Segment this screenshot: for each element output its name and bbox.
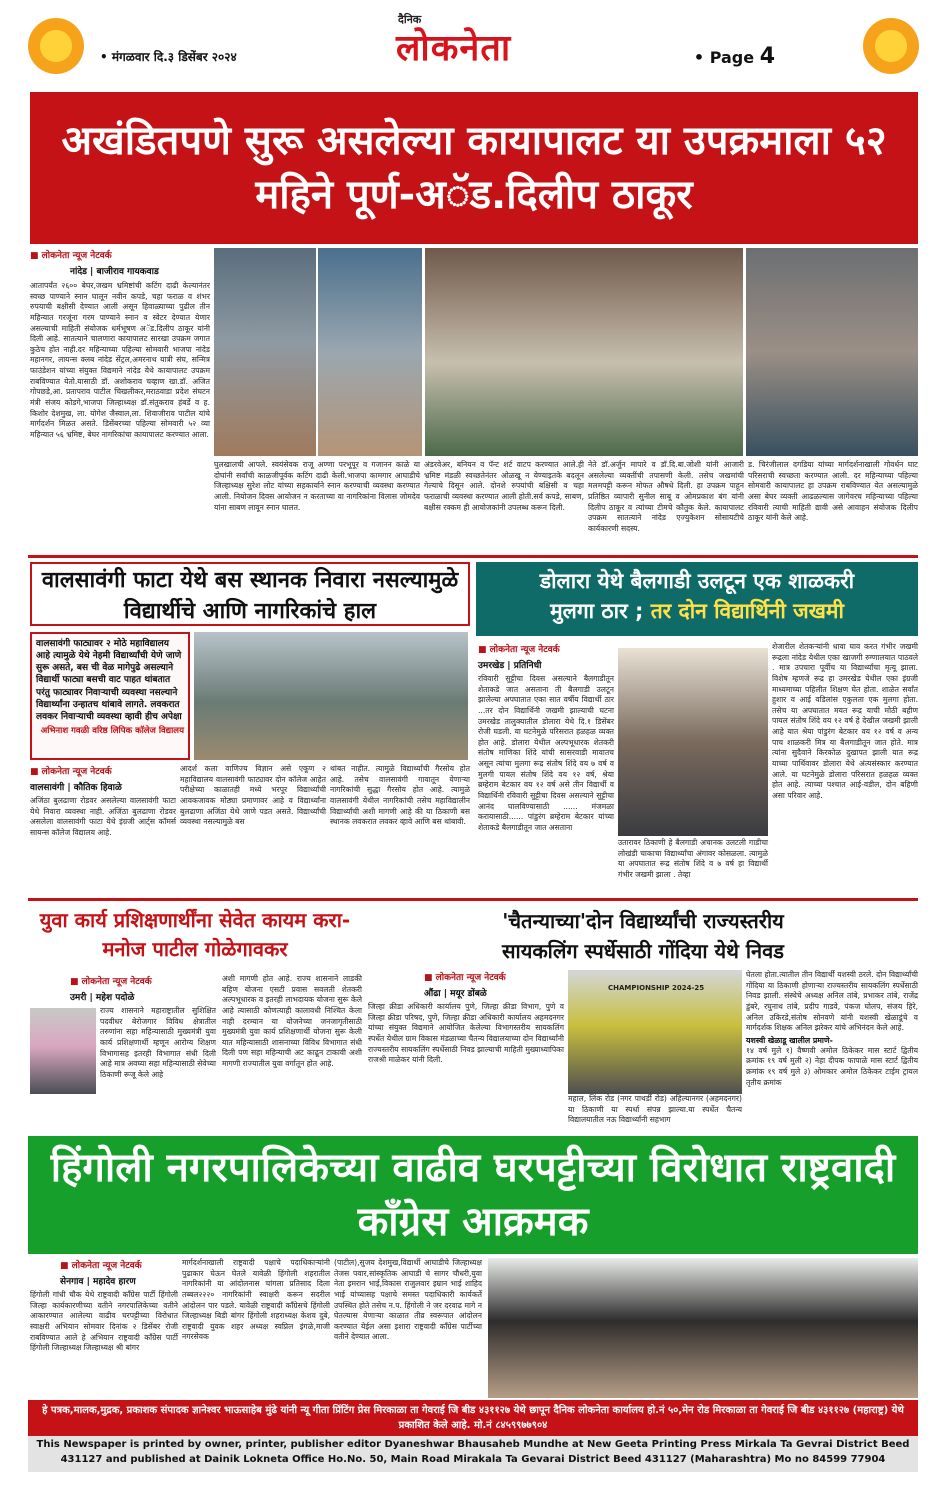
story5-text-3: घेतला होता.त्यातील तीन विद्यार्थी यशस्वी ठरले. दोन विद्यार्थ्यांची गोंदिया या ठिकाणी होणाऱ्या राज्यस्तरीय सायकलिंग स्पर्धेसाठी निवड झाली. संस्थेचे अध्यक्ष अनिल तांबे, प्रभाकर तांबे, राजेंद्र डुंबरे, रघुनाथ तांबे, प्रदीप गाडवे, पंकज घोलप, संजय हिरे, अनिल उकिरडे,संतोष सोनवणे यांनी यशस्वी खेळाडूंचे व मार्गदर्शक शिक्षक अनिल झरेकर यांचे अभिनंदन केले आहे.: [746, 970, 918, 1033]
story5-text-1: जिल्हा क्रीडा अधिकारी कार्यालय पुणे, जिल्हा क्रीडा विभाग, पुणे व जिल्हा क्रीडा परिषद, पुणे, जिल्हा क्रीडा अधिकारी कार्यालय अहमदनगर यांच्या संयुक्त विद्यमाने आयोजित केलेल्या विभागस्तरीय सायकलिंग स्पर्धेत येथील ग्राम विकास मंडळाच्या चैतन्य विद्यालयाच्या दोन विद्यार्थ्यांनी राज्यस्तरीय सायकलिंग स्पर्धेसाठी निवड झाल्याची माहिती मुख्याध्यापिका राजश्री माळेकर यांनी दिली.: [368, 1002, 564, 1065]
story3-headline-a: डोलारा येथे बैलगाडी उलटून एक शाळकरी: [539, 569, 855, 593]
story2-quote-box: [30, 632, 190, 760]
story3-headline-b: मुलगा ठार ;: [550, 599, 644, 624]
brand-prefix: दैनिक: [398, 13, 422, 26]
story2-photo-bus-stop: [194, 632, 468, 760]
story4-column-1: [30, 974, 216, 1096]
story3-column-2: [618, 838, 768, 881]
story2-reporter: वालसावंगी | कौतिक हिवाळे: [30, 783, 122, 793]
story6-byline: ■ लोकनेता न्यूज नेटवर्क: [60, 1261, 142, 1271]
sun-icon: [863, 18, 919, 74]
story2-text-1: अजिंठा बुलढाणा रोडवर असलेल्या वालसावंगी फाटा येथे निवारा व्यवस्था नाही. अजिंठा बुलढाणा रोडवर असलेला वालसावंगी फाटा येथे इंग्रजी आर्ट्स कॉमर्स सायन्स कॉलेज विद्यालय आहे.: [30, 796, 176, 837]
story1-photo-man-1: [214, 248, 316, 456]
story5-headline-a: 'चैतन्याच्या'दोन विद्यार्थ्यांची राज्यस्तरीय: [502, 909, 784, 933]
story5-caption: [568, 1094, 742, 1126]
story4-headline: युवा कार्य प्रशिक्षणार्थींना सेवेत कायम करा-मनोज पाटील गोळेगावकर: [39, 908, 351, 961]
story1-photo-man-2: [318, 248, 422, 456]
story1-photo-haircut: [425, 248, 743, 456]
story5-byline: ■ लोकनेता न्यूज नेटवर्क: [424, 973, 506, 983]
newspaper-logo: लोकनेता: [396, 28, 512, 69]
story2-column-1: [30, 764, 176, 839]
story2-column-2: [180, 764, 326, 828]
story1-text-4: नेते डॉ.अर्जुन मापारे व डॉ.दि.बा.जोशी यांनी आजारी असलेल्या व्यक्तींची तपासणी केली. तसेच जखमांची मलमपट्टी करून मोफत औषधे दिली. हा उपक्रम पाहून प्रतिष्ठित व्यापारी सुनील साबू व ओमप्रकाश बंग यांनी दिलीप ठाकूर व त्यांच्या टीमचे कौतुक केले. कायापालट उपक्रम सातत्याने नांदेड एज्युकेशन सोसायटीचे कार्यकारणी सदस्य.: [588, 460, 744, 533]
page-indicator: [694, 44, 775, 69]
footer-marathi: हे पत्रक,मालक,मुद्रक, प्रकाशक संपादक ज्ञानेश्वर भाऊसाहेब मुंढे यांनी न्यू गीता प्रिंटिंग प्रेस मिरकाळा ता गेवराई जि बीड ४३११२७ येथे छापून दैनिक लोकनेता कार्यालय हो.नं ५०,मेन रोड मिरकाळा ता गेवराई जि बीड ४३११२७ (महाराष्ट्र) येथे प्रकाशित केले आहे. मो.नं ८४५९९७७९०४: [28, 1400, 918, 1436]
story1-column-5: [748, 460, 918, 524]
story5-photo-cyclists: [568, 970, 742, 1094]
story2-quote: वालसावंगी फाट्यावर २ मोठे महाविद्यालय आहे त्यामुळे येथे नेहमी विद्यार्थ्यांची येणे जाणे सुरू असते, बस ची वेळ मागेपुढे असल्याने विद्यार्थी फाट्या बसची वाट पाहत थांबतात परंतु फाट्यावर निवाऱ्याची व्यवस्था नसल्याने विद्यार्थ्यांना उन्हातच थांबावे लागते. लवकरात लवकर निवाऱ्याची व्यवस्था व्हावी हीच अपेक्षा: [36, 639, 182, 722]
page-number: 4: [759, 44, 775, 69]
story6-text-2: मार्गदर्शनाखाली राष्ट्रवादी पक्षाचे पदाधिकाऱ्यांनी पुढाकार घेऊन घेतले यावेळी हिंगोली शहरातील नागरिकांनी या आंदोलनास चांगला प्रतिसाद दिला तब्बल२२२० नागरिकांनी स्वाक्षरी करून सदरील आंदोलन पार पडले. यावेळी राष्ट्रवादी कॉंग्रेसचे हिंगोली जिल्हाध्यक्ष बिडी बांगर हिंगोली शहराध्यक्ष केशव दुबे, राष्ट्रवादी युवक शहर अध्यक्ष स्वप्निल इंगळे,माजी नगरसेवक: [182, 1258, 330, 1342]
story4-byline: ■ लोकनेता न्यूज नेटवर्क: [70, 977, 152, 987]
story6-text-1: हिंगोली गांधी चौक येथे राष्ट्रवादी कॉंग्रेस पार्टी हिंगोली जिल्हा कार्यकारणीच्या वतीने नगरपालिकेच्या वतीने आकारण्यात आलेल्या वाढीव घरपट्टीच्या विरोधात स्वाक्षरी अभियान सोमवार दिनांक २ डिसेंबर रोजी राबविण्यात आले हे अभियान राष्ट्रवादी कॉंग्रेस पार्टी हिंगोली जिल्हाध्यक्ष जिल्हाध्यक्ष श्री बांगर: [30, 1290, 178, 1353]
story3-text-2: उतारावर ठिकाणी हे बैलगाडी अचानक उलटली गाडीचा लोखंडी चाकाचा विद्यार्थ्यांचा अंगावर कोसळला. त्यामुळे या अपघातात रूद्र संतोष शिंदे व ७ वर्ष हा विद्यार्थी गंभीर जखमी झाला . तेव्हा: [618, 838, 768, 879]
story3-column-3: [772, 642, 918, 801]
section-divider: [28, 898, 918, 901]
story4-text-2: अशी मागणी होत आहे. राज्य शासनाने लाडकी बहिण योजना एसटी प्रवास सवलती शेतकरी अल्पभूधारक व इतरही लाभदायक योजना सुरू केले आहे त्यासाठी कोणत्याही कालावधी निश्चित केला नाही दरम्यान या योजनेच्या जनजागृतीसाठी मुख्यमंत्री युवा कार्य प्रशिक्षणार्थी योजना सुरू केली यात महिन्यासाठी शासनाच्या विविध विभागात संधी दिली पण सहा महिन्याची अट काढून टाकावी अशी मागणी राज्यातील युवा वर्गातून होत आहे.: [222, 974, 362, 1068]
story6-column-1: [30, 1258, 178, 1354]
story5-headline-b: सायकलिंग स्पर्धेसाठी गोंदिया येथे निवड: [502, 939, 784, 963]
story4-photo-manoj-patil: [30, 1008, 96, 1094]
story5-caption-text: महाल, लिंक रोड (नगर पाथर्डी रोड) अहिल्यानगर (अहमदनगर) या ठिकाणी या स्पर्धा संपन्न झाल्या.या स्पर्धेत चैतन्य विद्यालयातील नऊ विद्यार्थ्यांनी सहभाग: [568, 1094, 742, 1125]
story2-text-3: थांबत नाहीत. त्यामुळे विद्यार्थ्यांची गैरसोय होत आहे. तसेच वालसावंगी गावातून येणाऱ्या नागरिकांची सुद्धा गैरसोय होत आहे. त्यामुळे वालसावंगी येथील नागरिकांची तसेच महाविद्यालीन विद्यार्थ्यांची अशी मागणी आहे की या ठिकाणी बस स्थानक लवकरात लवकर व्हावे आणि बस थांबावी.: [330, 764, 470, 827]
story1-text-2: घुलखालची आपले. स्वयंसेवक राजू अण्णा परभूपूर व गजानन काळे या दोघांनी सर्वांची काळजीपूर्वक कटिंग दाढी केली.भाजपा कामगार आघाडीचे जिल्हाध्यक्ष सुरेश लोट यांच्या सहकार्याने स्नान करण्याची व्यवस्था करण्यात आली. नियोजन दिवस आयोजन न करताच्या वा नागरिकांना विलास जोमदेव यांना साबण लावून स्नान घालत.: [214, 460, 420, 512]
story1-column-1: [30, 248, 210, 440]
story4-text-1: राज्य शासनाने महाराष्ट्रातील सुशिक्षित पदवीधर बेरोजगार विविध क्षेत्रातील तरुणांना सहा महिन्यासाठी मुख्यमंत्री युवा कार्य प्रशिक्षणार्थी म्हणून आरोग्य शिक्षण विभागासह इतरही विभागात संधी दिली आहे मात्र अवघ्या सहा महिन्यासाठी सेवेच्या ठिकाणी रूजू केले आहे: [100, 1006, 216, 1079]
story4-reporter: उमरी | महेश पदोळे: [70, 993, 135, 1003]
masthead: [0, 0, 945, 90]
story4-column-2: [222, 974, 362, 1070]
page-label: • Page: [693, 48, 755, 67]
issue-date: • मंगळवार दि.३ डिसेंबर २०२४: [100, 50, 237, 64]
story3-photo-boy: [618, 648, 768, 836]
story3-text-1: रविवारी सुट्टीचा दिवस असल्याने बैलगाडीतून शेताकडे जात असताना ती बैलगाडी उलटून झालेल्या अपघातात एका सात वर्षीय विद्यार्थी ठार ...तर दोन विद्यार्थिनी जखमी झाल्याची घटना उमरखेड तालुक्यातील डोलारा येथे दि.१ डिसेंबर रोजी घडली. या घटनेमुळे परिसरात हळहळ व्यक्त होत आहे. डोलारा येथील अल्पभूधारक शेतकरी संतोष माणिका शिंदे यांची सासरवाडी मावातच असून त्यांचा मुलगा रूद्र संतोष शिंदे वय ७ वर्ष व मुलगी पायल संतोष शिंदे वय १२ वर्ष, श्रेया ब्रम्हेराम बेटकार वय १२ वर्ष असे तीन विद्यार्थी व विद्यार्थिनी रविवारी सुट्टीचा दिवस असल्याने सुट्टीचा आनंद घालविण्यासाठी ...... मंजमळा करायासाठी...... पांडुरंग ब्रम्हेराम बेटकार यांच्या शेताकडे बैलगाडीतून जात असताना: [478, 674, 614, 832]
section-divider: [28, 555, 918, 558]
story1-headline: अखंडितपणे सुरू असलेल्या कायापालट या उपक्रमाला ५२ महिने पूर्ण-अॅड.दिलीप ठाकूर: [30, 92, 918, 244]
story2-byline: ■ लोकनेता न्यूज नेटवर्क: [30, 767, 112, 777]
story1-column-4: [588, 460, 744, 534]
story6-reporter: सेनगाव | महादेव हारण: [60, 1277, 136, 1287]
story2-quote-author: अभिनाश गवळी वरिष्ठ लिपिक कॉलेज विद्यालय: [40, 725, 184, 736]
story6-headline: हिंगोली नगरपालिकेच्या वाढीव घरपट्टीच्या विरोधात राष्ट्रवादी कॉंग्रेस आक्रमक: [28, 1136, 918, 1254]
story2-column-3: [330, 764, 470, 828]
story2-headline: वालसावंगी फाटा येथे बस स्थानक निवारा नसल्यामुळे विद्यार्थीचे आणि नागरिकांचे हाल: [30, 562, 470, 626]
story1-text-5: ड. चिरंजीलाल दगडिया यांच्या मार्गदर्शनाखाली गोवर्धन घाट परिसराची स्वच्छता करण्यात आली. दर महिन्याच्या पहिल्या सोमवारी कायापालट हा उपक्रम राबविण्यात येत असल्यामुळे असा बेघर व्यक्ती आढळल्यास जागेवरच महिन्याच्या पहिल्या रविवारी त्याची माहिती द्यावी असे आवाहन संयोजक दिलीप ठाकूर यांनी केले आहे.: [748, 460, 918, 523]
story5-headline: [368, 904, 918, 968]
story1-byline: ■ लोकनेता न्यूज नेटवर्क: [30, 251, 112, 261]
sun-icon: [28, 18, 84, 74]
story3-reporter: उमरखेड | प्रतिनिधी: [478, 661, 542, 671]
story6-text-3: (पाटील),सुजय देशमुख,विद्यार्थी आघाडीचे जिल्हाध्यक्ष तेजस पवार,सांस्कृतिक आघाडी चे सागर चौधरी,युवा नेता इमरान भाई,विकास राजुलवार इम्रान भाई शाहिद भाई यांच्यासह पक्षाचे समस्त पदाधिकारी कार्यकर्ते उपस्थित होते तसेच न.प. हिंगोली ने जर दरवाढ मागे न घेतल्यास येणाऱ्या काळात तीव्र स्वरूपात आंदोलन करण्यात येईल असा इशारा राष्ट्रवादी कॉंग्रेस पार्टीच्या वतीने देण्यात आला.: [334, 1258, 482, 1342]
story5-column-1: [368, 970, 564, 1066]
story6-column-2: [182, 1258, 330, 1343]
story5-column-3: [746, 970, 918, 1088]
story5-results: १४ वर्ष मुले १) वैष्णवी अमोल ठिकेकर मास स्टार्ट द्वितीय क्रमांक १९ वर्ष मुली २) नेहा दीपक फापाळे मास स्टार्ट द्वितीय क्रमांक १९ वर्ष मुले ३) ओमकार अमोल ठिकेकर टाईम ट्रायल तृतीय क्रमांक: [746, 1045, 918, 1087]
story3-column-1: [478, 642, 614, 833]
story5-results-title: यशस्वी खेळाडू खालील प्रमाणे-: [746, 1035, 833, 1045]
footer-english: This Newspaper is printed by owner, printer, publisher editor Dyaneshwar Bhausaheb Mundhe at New Geeta Printing Press Mirkala Ta Gevrai District Beed 431127 and published at Dainik Lokneta Office Ho.No. 50, Main Road Mirakala Ta Gevarai District Beed 431127 (Maharashtra) Mo no 84599 77904: [28, 1436, 918, 1472]
story3-headline: [476, 562, 918, 636]
championship-banner: CHAMPIONSHIP 2024-25: [608, 984, 705, 992]
story3-byline: ■ लोकनेता न्यूज नेटवर्क: [478, 645, 560, 655]
story5-reporter: औंढा | मयूर डोंबळे: [424, 989, 487, 999]
story3-text-3: शेजारील शेतकऱ्यांनी धावा घाव करत गंभीर जखमी रूद्रला नांदेड येथील एका खाजगी रुग्णालयात पाठवले . मात्र उपचारा पूर्वीच या विद्यार्थ्यांचा मृत्यू झाला. विशेष म्हणजे रूद्र हा उमरखेड येथील एका इंग्रजी माध्यमाच्या पहिलीत शिक्षण घेत होता. शाळेत सर्वांत हुशार व आई वडिलांस एकुलता एक मुलगा होता. तसेच या अपघातात मयत रूद्र याची मोठी बहीण पायल संतोष शिंदे वय १२ वर्ष हे देखील जखमी झाली आहे यात श्रेया पांडुरंग बेटकार वय १२ वर्ष व अन्य पाच शाळकरी मित्र या बैलगाडीतून जात होते. मात्र त्यांना सुदैवाने किरकोळ दुखापत झाली यात रूद्र याच्या पार्थिवावर डोलारा येथे अंत्यसंस्कार करण्यात आले. या घटनेमुळे डोलारा परिसरात हळहळ व्यक्त होत आहे. त्याच्या पश्चात आई-वडील, दोन बहिणी असा परिवार आहे.: [772, 642, 918, 800]
story6-photo-signature-campaign: [488, 1258, 918, 1398]
story1-column-3: [424, 460, 584, 513]
story1-reporter: नांदेड | बाजीराव गायकवाड: [70, 267, 159, 277]
story1-text-1: आतापर्यंत २६०० बेघर,जखम भ्रमिष्टांची कटिंग दाढी केल्यानंतर स्वच्छ पाण्याने स्नान घालून नवीन कपडे, चहा फराळ व शंभर रुपयाची बक्षीसी देण्यात आली असून हिवाळ्याच्या पुढील तीन महिन्यात गरजूंना गरम पाण्याने स्नान व स्वेटर देण्यात येणार असल्याची माहिती संयोजक धर्मभूषण अॅड.दिलीप ठाकूर यांनी दिली आहे. सातत्याने चालणारा कायापालट सारखा उपक्रम जगात कुठेच होत नाही.दर महिन्याच्या पहिल्या सोमवारी भाजपा नांदेड महानगर, लायन्स क्लब नांदेड सेंट्रल,अमरनाथ यात्री संघ, सन्मित्र फाउंडेशन यांच्या संयुक्त विद्यमाने नांदेड येथे कायापालट उपक्रम राबविण्यात येतो.यासाठी डॉ. अशोकराव चव्हाण खा.डॉ. अजित गोपछडे,आ. प्रतापराव पाटील चिखलीकर,मराठवाडा प्रदेश संघटन मंत्री संजय कोडगे,भाजपा जिल्हाध्यक्ष डॉ.संतुकराव हंबर्डे व ह. किशोर देशमुख, ला. योगेश जैस्वाल,ला. शिवाजीराव पाटील यांचे मार्गदर्शन मिळत असते. डिसेंबरच्या पहिल्या सोमवारी ५२ व्या महिन्यात ५६ भ्रमिष्ट, बेघर नागरिकांचा कायापालट करण्यात आला.: [30, 281, 210, 439]
story1-column-2: [214, 460, 420, 513]
story1-text-3: अंडरवेअर, बनियन व पॅन्ट शर्ट वाटप करण्यात आले.ही भ्रमिष्ट मंडळी स्वच्छतेनंतर ओळखू न येण्याइतके बदलून गेल्याचे दिसून आले. दोनशे रुपयांची बक्षिसी व चहा फराळाची व्यवस्था करण्यात आली होती.सर्व कपडे, साबण, बक्षीस रक्कम ही आयोजकांनी उपलब्ध करून दिली.: [424, 460, 584, 512]
story2-text-2: आदर्श कला वाणिज्य विज्ञान असे एकूण २ महाविद्यालय वालसावंगी फाट्यावर दोन कॉलेज आहेत परीक्षेच्या काळातही मध्ये भरपूर विद्यार्थ्यांची आवकजावक मोठ्या प्रमाणावर आहे व विद्यार्थ्यांना बुलढाणा अजिंठा येथे जाणे पडत असते. विद्यार्थ्यांची व्यवस्था नसल्यामुळे बस: [180, 764, 326, 827]
story3-headline-c: तर दोन विद्यार्थिनी जखमी: [650, 599, 844, 624]
story6-column-3: [334, 1258, 482, 1343]
story1-photo-bathing: [746, 248, 918, 456]
